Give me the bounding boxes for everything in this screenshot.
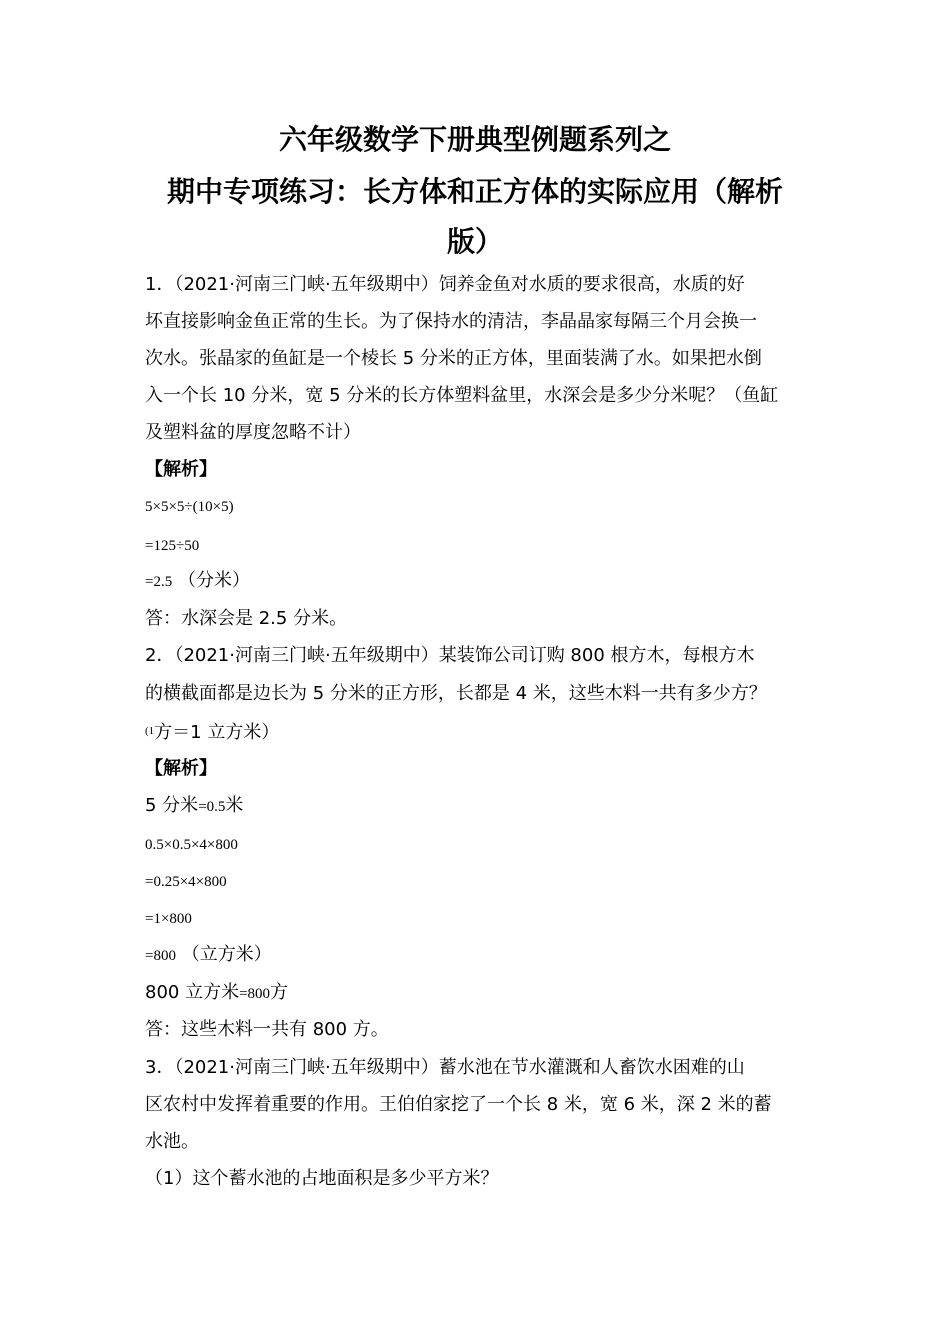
q2-conv-math: =0.5 <box>198 799 226 815</box>
q2-calc-step: =1×800 <box>145 911 192 927</box>
q1-text-line: 坏直接影响金鱼正常的生长。为了保持水的清洁，李晶晶家每隔三个月会换一 <box>145 311 757 332</box>
q2-text-line: 的横截面都是边长为 5 分米的正方形，长都是 4 米，这些木料一共有多少方？ <box>145 683 767 704</box>
title-line-2: 期中专项练习：长方体和正方体的实际应用（解析 <box>166 175 783 208</box>
q1-text-line: 次水。张晶家的鱼缸是一个棱长 5 分米的正方体，里面装满了水。如果把水倒 <box>145 348 762 369</box>
q2-unit-conversion-2 <box>145 980 288 1007</box>
q2-note-text: 方＝1 立方米） <box>154 722 280 743</box>
q1-analysis-label: 【解析】 <box>145 459 217 480</box>
q2-conv2-math: =800 <box>239 986 271 1002</box>
q2-analysis-label: 【解析】 <box>145 758 217 779</box>
q2-conv-left: 5 分米 <box>145 795 199 816</box>
q2-text-line: 2．（2021·河南三门峡·五年级期中）某装饰公司订购 800 根方木，每根方木 <box>145 645 755 666</box>
q2-calc-step: 0.5×0.5×4×800 <box>145 837 238 853</box>
q1-answer: 答：水深会是 2.5 分米。 <box>145 608 348 629</box>
title-line-3: 版） <box>446 225 503 258</box>
q1-text-line: 1．（2021·河南三门峡·五年级期中）饲养金鱼对水质的要求很高，水质的好 <box>145 274 745 295</box>
q3-text-line: 区农村中发挥着重要的作用。王伯伯家挖了一个长 8 米，宽 6 米，深 2 米的蓄 <box>145 1094 772 1115</box>
q2-calc-unit: （立方米） <box>181 944 272 965</box>
q1-calc-value: =2.5 <box>145 574 173 590</box>
q2-conv2-right: 方 <box>270 982 289 1003</box>
q2-note <box>145 718 279 746</box>
q2-conv-right: 米 <box>225 795 244 816</box>
q1-text-line: 入一个长 10 分米，宽 5 分米的长方体塑料盆里，水深会是多少分米呢？（鱼缸 <box>145 385 779 406</box>
q3-text-line: 3．（2021·河南三门峡·五年级期中）蓄水池在节水灌溉和人畜饮水困难的山 <box>145 1057 745 1078</box>
q1-calc-result <box>145 568 250 595</box>
q2-calc-result <box>145 942 272 969</box>
q2-calc-value: =800 <box>145 948 176 964</box>
q1-calc-step: 5×5×5÷(10×5) <box>145 499 234 515</box>
q1-text-line: 及塑料盆的厚度忽略不计） <box>145 422 361 443</box>
q2-conv2-left: 800 立方米 <box>145 982 240 1003</box>
q3-text-line: 水池。 <box>145 1131 199 1152</box>
q2-calc-step: =0.25×4×800 <box>145 874 227 890</box>
q2-answer: 答：这些木料一共有 800 方。 <box>145 1019 389 1040</box>
q3-sub-question-1: （1）这个蓄水池的占地面积是多少平方米？ <box>145 1168 499 1189</box>
q2-unit-conversion <box>145 793 243 820</box>
q1-calc-step: =125÷50 <box>145 538 200 554</box>
q2-note-prefix: (1 <box>145 725 155 737</box>
q1-calc-unit: （分米） <box>177 570 250 591</box>
title-line-1: 六年级数学下册典型例题系列之 <box>278 123 671 156</box>
